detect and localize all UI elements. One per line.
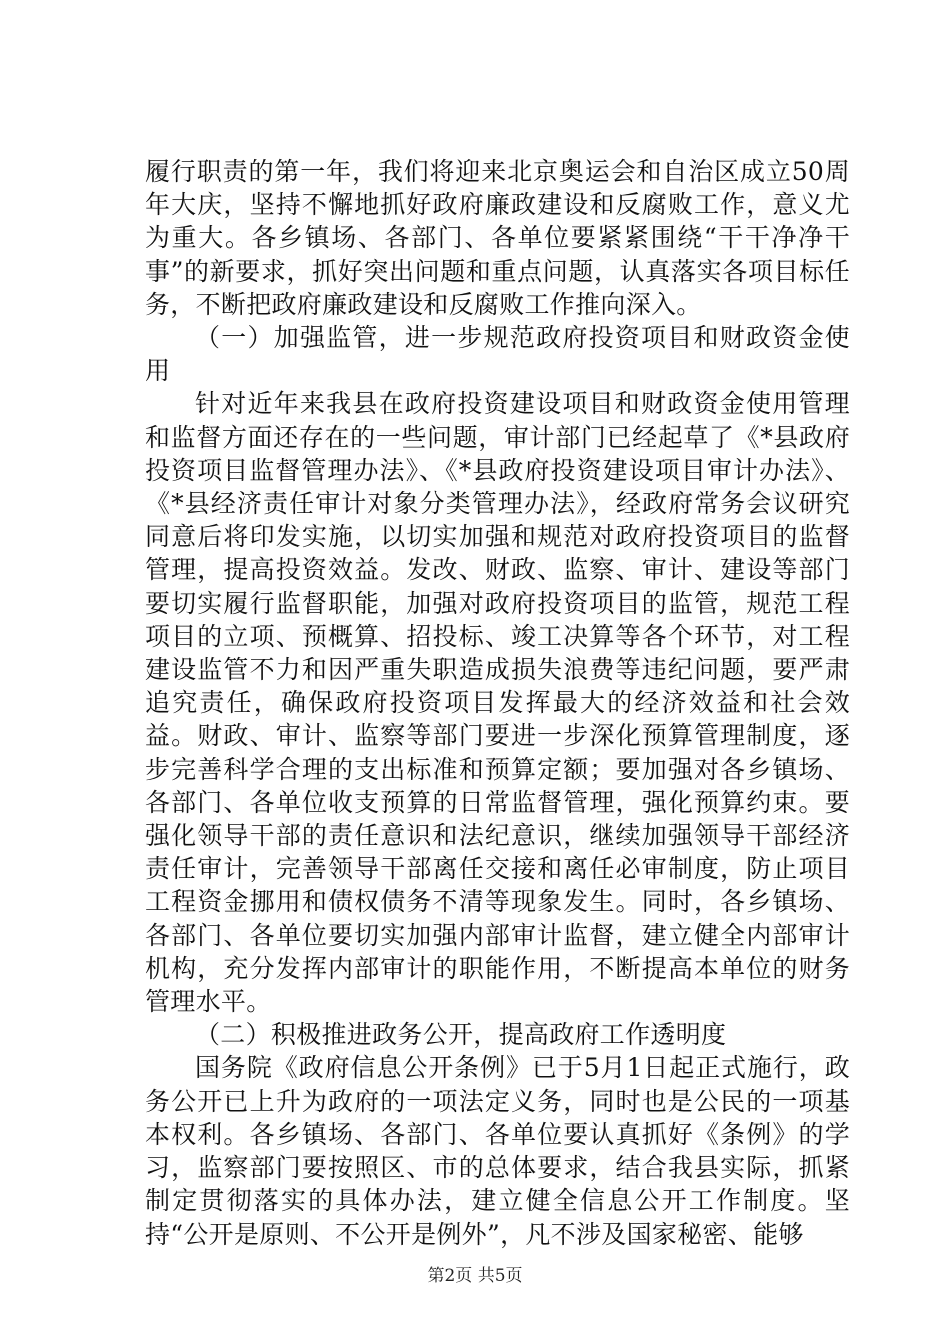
page-number-footer: 第2页 共5页 (427, 1266, 523, 1286)
paragraph-section-1: 针对近年来我县在政府投资建设项目和财政资金使用管理和监督方面还存在的一些问题，审计部门已经起草了《*县政府投资项目监督管理办法》、《*县政府投资建设项目审计办法》、《*县经济责任审计对象分类管理办法》，经政府常务会议研究同意后将印发实施，以切实加强和规范对政府投资项目的监督管理，提高投资效益。发改、财政、监察、审计、建设等部门要切实履行监督职能，加强对政府投资项目的监管，规范工程项目的立项、预概算、招投标、竣工决算等各个环节，对工程建设监管不力和因严重失职造成损失浪费等违纪问题，要严肃追究责任，确保政府投资项目发挥最大的经济效益和社会效益。财政、审计、监察等部门要进一步深化预算管理制度，逐步完善科学合理的支出标准和预算定额；要加强对各乡镇场、各部门、各单位收支预算的日常监督管理，强化预算约束。要强化领导干部的责任意识和法纪意识，继续加强领导干部经济责任审计，完善领导干部离任交接和离任必审制度，防止项目工程资金挪用和债权债务不清等现象发生。同时，各乡镇场、各部门、各单位要切实加强内部审计监督，建立健全内部审计机构，充分发挥内部审计的职能作用，不断提高本单位的财务管理水平。 (145, 389, 850, 1017)
section-heading-2: （二）积极推进政务公开，提高政府工作透明度 (195, 1020, 727, 1050)
paragraph-continuation: 履行职责的第一年，我们将迎来北京奥运会和自治区成立50周年大庆，坚持不懈地抓好政府廉政建设和反腐败工作，意义尤为重大。各乡镇场、各部门、各单位要紧紧围绕“干干净净干事”的新要求，抓好突出问题和重点问题，认真落实各项目标任务，不断把政府廉政建设和反腐败工作推向深入。 (145, 157, 850, 319)
paragraph-section-2: 国务院《政府信息公开条例》已于5月1日起正式施行，政务公开已上升为政府的一项法定义务，同时也是公民的一项基本权利。各乡镇场、各部门、各单位要认真抓好《条例》的学习，监察部门要按照区、市的总体要求，结合我县实际，抓紧制定贯彻落实的具体办法，建立健全信息公开工作制度。坚持“公开是原则、不公开是例外”，凡不涉及国家秘密、能够 (145, 1053, 850, 1249)
section-heading-1: （一）加强监管，进一步规范政府投资项目和财政资金使用 (145, 323, 850, 386)
document-body (145, 155, 850, 1251)
